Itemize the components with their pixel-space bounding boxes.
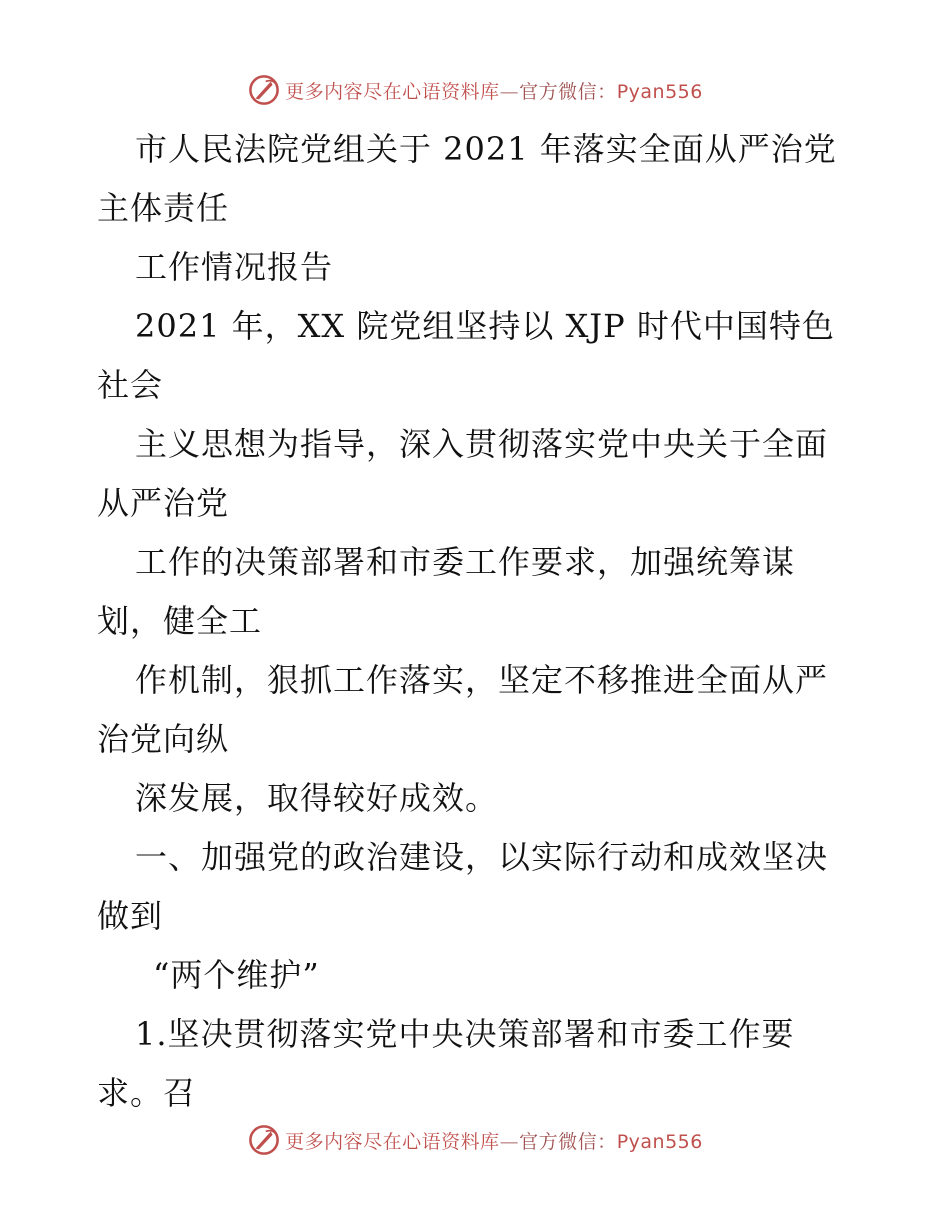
footer-watermark	[0, 1120, 950, 1160]
watermark-wechat-label: 官方微信：	[519, 80, 617, 103]
doc-paragraph-line: 从严治党	[97, 484, 230, 522]
header-watermark	[0, 70, 950, 110]
watermark-wechat-id: Pyan556	[616, 80, 703, 103]
doc-paragraph-line: 深发展，取得较好成效。	[135, 779, 499, 817]
doc-section-heading-line: 一、加强党的政治建设，以实际行动和成效坚决	[135, 838, 829, 876]
doc-paragraph-line: 划，健全工	[97, 602, 263, 640]
watermark-brand: 更多内容尽在心语资料库	[285, 80, 500, 103]
doc-title-line-3: 工作情况报告	[135, 248, 334, 286]
doc-section-heading-line: 做到	[97, 897, 164, 935]
doc-paragraph-line: 主义思想为指导，深入贯彻落实党中央关于全面	[135, 425, 829, 463]
quill-circle-logo-icon	[247, 73, 281, 107]
doc-paragraph-line: 社会	[97, 366, 164, 404]
doc-title-line-1: 市人民法院党组关于 2021 年落实全面从严治党	[135, 130, 837, 168]
quill-circle-logo-icon	[247, 1123, 281, 1157]
watermark-brand: 更多内容尽在心语资料库	[285, 1130, 500, 1153]
doc-title-line-2: 主体责任	[97, 189, 230, 227]
doc-paragraph-line: 求。召	[97, 1074, 197, 1112]
watermark-separator: —	[499, 1130, 520, 1153]
watermark-separator: —	[499, 80, 520, 103]
watermark-text	[285, 77, 703, 104]
doc-paragraph-line: 治党向纵	[97, 720, 230, 758]
doc-paragraph-line: 1.坚决贯彻落实党中央决策部署和市委工作要	[135, 1015, 795, 1053]
watermark-text	[285, 1127, 703, 1154]
watermark-wechat-id: Pyan556	[616, 1130, 703, 1153]
document-body	[97, 120, 857, 1123]
doc-paragraph-line: 作机制，狠抓工作落实，坚定不移推进全面从严	[135, 661, 829, 699]
watermark-wechat-label: 官方微信：	[519, 1130, 617, 1153]
doc-paragraph-line: 2021 年，XX 院党组坚持以 XJP 时代中国特色	[135, 307, 835, 345]
doc-section-heading-line: “两个维护”	[153, 956, 320, 994]
doc-paragraph-line: 工作的决策部署和市委工作要求，加强统筹谋	[135, 543, 796, 581]
